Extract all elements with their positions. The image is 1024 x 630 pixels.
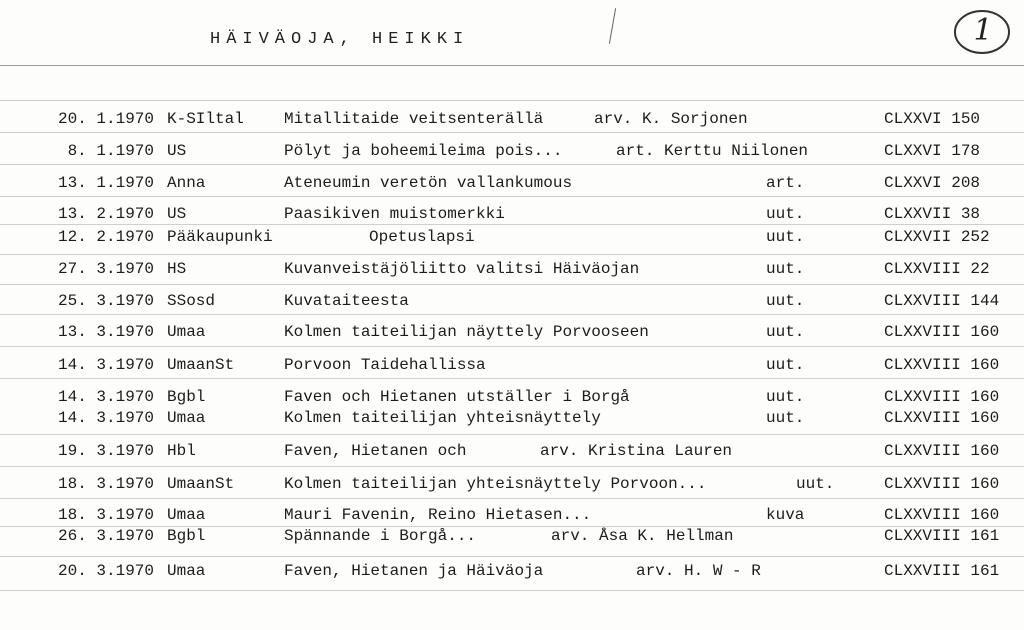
entry-type: arv. K. Sorjonen xyxy=(594,110,748,128)
entry-title: Kolmen taiteilijan yhteisnäyttely xyxy=(284,409,601,427)
entry-title: Kolmen taiteilijan näyttely Porvooseen xyxy=(284,323,649,341)
pen-stroke xyxy=(609,8,616,44)
entry-source: US xyxy=(167,142,187,160)
entry-type: art. Kerttu Niilonen xyxy=(616,142,809,160)
entry-source: Umaa xyxy=(167,323,206,341)
entry-title: Kuvataiteesta xyxy=(284,292,409,310)
entry-title: Paasikiven muistomerkki xyxy=(284,205,505,223)
ruled-line xyxy=(0,254,1024,255)
entry-type: arv. Åsa K. Hellman xyxy=(551,527,734,545)
entry-title: Ateneumin veretön vallankumous xyxy=(284,174,573,192)
entry-type: arv. H. W - R xyxy=(636,562,761,580)
card-number-mark xyxy=(952,6,1014,56)
entry-reference: CLXXVIII 160 xyxy=(884,409,1000,427)
entry-type: arv. Kristina Lauren xyxy=(540,442,733,460)
entry-title: Kolmen taiteilijan yhteisnäyttely Porvoon... xyxy=(284,475,707,493)
entry-reference: CLXXVIII 160 xyxy=(884,506,1000,524)
entry-title: Faven, Hietanen ja Häiväoja xyxy=(284,562,544,580)
entry-date: 13. 2.1970 xyxy=(57,205,154,223)
entry-source: Umaa xyxy=(167,409,206,427)
entry-reference: CLXXVII 252 xyxy=(884,228,990,246)
entry-title: Opetuslapsi xyxy=(369,228,475,246)
entry-reference: CLXXVIII 160 xyxy=(884,323,1000,341)
entry-type: uut. xyxy=(766,260,805,278)
entry-type: uut. xyxy=(766,356,805,374)
card-number: 1 xyxy=(973,13,993,48)
ruled-line xyxy=(0,556,1024,557)
entry-date: 18. 3.1970 xyxy=(57,475,154,493)
entry-title: Spännande i Borgå... xyxy=(284,527,477,545)
ruled-line xyxy=(0,434,1024,435)
entry-date: 14. 3.1970 xyxy=(57,356,154,374)
entry-date: 13. 1.1970 xyxy=(57,174,154,192)
entry-title: Mauri Favenin, Reino Hietasen... xyxy=(284,506,592,524)
entry-reference: CLXXVI 208 xyxy=(884,174,981,192)
entry-reference: CLXXVIII 161 xyxy=(884,527,1000,545)
ruled-line xyxy=(0,346,1024,347)
entry-date: 18. 3.1970 xyxy=(57,506,154,524)
entry-source: UmaanSt xyxy=(167,475,235,493)
entry-title: Faven, Hietanen och xyxy=(284,442,467,460)
entry-source: SSosd xyxy=(167,292,216,310)
ruled-line xyxy=(0,224,1024,225)
entry-source: Umaa xyxy=(167,506,206,524)
entry-date: 19. 3.1970 xyxy=(57,442,154,460)
ruled-line xyxy=(0,164,1024,165)
entry-date: 13. 3.1970 xyxy=(57,323,154,341)
entry-source: HS xyxy=(167,260,187,278)
entry-type: uut. xyxy=(766,292,805,310)
entry-date: 26. 3.1970 xyxy=(57,527,154,545)
entry-reference: CLXXVIII 160 xyxy=(884,442,1000,460)
entry-source: UmaanSt xyxy=(167,356,235,374)
entry-source: Hbl xyxy=(167,442,196,460)
entry-reference: CLXXVIII 160 xyxy=(884,475,1000,493)
entry-type: art. xyxy=(766,174,805,192)
entry-reference: CLXXVII 38 xyxy=(884,205,981,223)
entry-type: uut. xyxy=(766,205,805,223)
entry-source: Pääkaupunki xyxy=(167,228,273,246)
entry-date: 27. 3.1970 xyxy=(57,260,154,278)
ruled-line xyxy=(0,196,1024,197)
header-rule xyxy=(0,65,1024,66)
entry-reference: CLXXVIII 160 xyxy=(884,388,1000,406)
entry-source: Anna xyxy=(167,174,206,192)
entry-title: Porvoon Taidehallissa xyxy=(284,356,486,374)
entry-date: 20. 3.1970 xyxy=(57,562,154,580)
entry-reference: CLXXVI 178 xyxy=(884,142,981,160)
entry-reference: CLXXVIII 161 xyxy=(884,562,1000,580)
entry-type: uut. xyxy=(766,323,805,341)
entry-reference: CLXXVIII 22 xyxy=(884,260,990,278)
entry-title: Pölyt ja boheemileima pois... xyxy=(284,142,563,160)
entry-source: K-SIltal xyxy=(167,110,244,128)
ruled-line xyxy=(0,100,1024,101)
entry-reference: CLXXVI 150 xyxy=(884,110,981,128)
entry-source: Bgbl xyxy=(167,388,206,406)
ruled-line xyxy=(0,284,1024,285)
ruled-line xyxy=(0,132,1024,133)
entry-reference: CLXXVIII 160 xyxy=(884,356,1000,374)
ruled-line xyxy=(0,378,1024,379)
entry-date: 14. 3.1970 xyxy=(57,388,154,406)
entry-type: uut. xyxy=(796,475,835,493)
entry-date: 25. 3.1970 xyxy=(57,292,154,310)
entry-title: Faven och Hietanen utställer i Borgå xyxy=(284,388,630,406)
entry-date: 14. 3.1970 xyxy=(57,409,154,427)
entry-type: uut. xyxy=(766,388,805,406)
entry-title: Kuvanveistäjöliitto valitsi Häiväojan xyxy=(284,260,640,278)
ruled-line xyxy=(0,590,1024,591)
entry-type: uut. xyxy=(766,228,805,246)
entry-date: 12. 2.1970 xyxy=(57,228,154,246)
entry-title: Mitallitaide veitsenterällä xyxy=(284,110,544,128)
card-heading: HÄIVÄOJA, HEIKKI xyxy=(210,30,470,49)
ruled-line xyxy=(0,498,1024,499)
ruled-line xyxy=(0,314,1024,315)
entry-date: 8. 1.1970 xyxy=(67,142,154,160)
entry-type: uut. xyxy=(766,409,805,427)
entry-date: 20. 1.1970 xyxy=(57,110,154,128)
entry-type: kuva xyxy=(766,506,805,524)
entry-source: Umaa xyxy=(167,562,206,580)
ruled-line xyxy=(0,466,1024,467)
entry-reference: CLXXVIII 144 xyxy=(884,292,1000,310)
entry-source: Bgbl xyxy=(167,527,206,545)
entry-source: US xyxy=(167,205,187,223)
